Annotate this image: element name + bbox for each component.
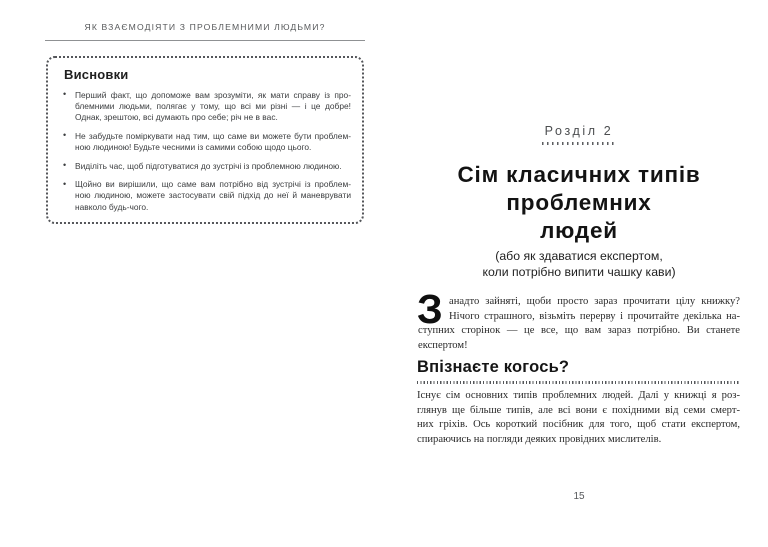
chapter-title: Сім класичних типів проблемних людей (457, 162, 701, 243)
conclusion-item (61, 179, 351, 213)
bullet-icon: • (63, 160, 67, 171)
intro-text: анадто зайняті, щоби просто зараз прочитати цілу книжку? Нічого страшного, візьміть перерву і прочитайте декілька на- ступних сторінок — це все, що вам зараз потрібно. Ви станете експертом! (418, 296, 740, 351)
conclusion-text: Не забудьте поміркувати над тим, що саме ви можете бути проблем- ною людиною! Будьте чесними із самими собою щодо цього. (75, 130, 351, 153)
intro-paragraph (417, 286, 740, 353)
conclusion-item (61, 131, 351, 154)
running-header: ЯК ВЗАЄМОДІЯТИ З ПРОБЛЕМНИМИ ЛЮДЬМИ? (84, 22, 326, 32)
chapter-label: Розділ 2 (544, 124, 614, 138)
header-rule (45, 40, 365, 41)
drop-cap: З (417, 286, 443, 332)
conclusion-text: Щойно ви вирішили, що саме вам потрібно від зустрічі із проблем- ною людиною, можете застосувати свій підхід до неї й маневрувати навколо будь-чого. (75, 179, 351, 212)
bullet-icon: • (63, 89, 67, 100)
chapter-subtitle: (або як здаватися експертом, коли потрібно випити чашку кави) (482, 249, 676, 279)
page-number: 15 (573, 491, 585, 502)
conclusion-text: Перший факт, що допоможе вам зрозуміти, як мати справу із про- блемними людьми, полягає у тому, що всі ми різні — і це добре! Однак, зрештою, всі думають про себе; річ не в вас. (75, 89, 351, 123)
conclusion-text: Виділіть час, щоб підготуватися до зустрічі із проблемною людиною. (75, 160, 342, 171)
bullet-icon: • (63, 130, 67, 141)
section-paragraph: Існує сім основних типів проблемних людей. Далі у книжці я роз- глянув ще більше типів, але всі вони є похідними від семи смерт- них гріхів. Ось короткий посібник для того, щоб стати експертом, спираючись на погляди деяких провідних мислителів. (417, 390, 740, 445)
conclusions-box (46, 56, 364, 224)
conclusion-item (61, 161, 351, 172)
conclusion-item (61, 90, 351, 124)
bullet-icon: • (63, 178, 67, 189)
section-heading: Впізнаєте когось? (417, 358, 570, 376)
section-dotted-rule (417, 381, 740, 384)
conclusions-title: Висновки (64, 67, 129, 82)
chapter-dotted-rule (542, 142, 617, 145)
